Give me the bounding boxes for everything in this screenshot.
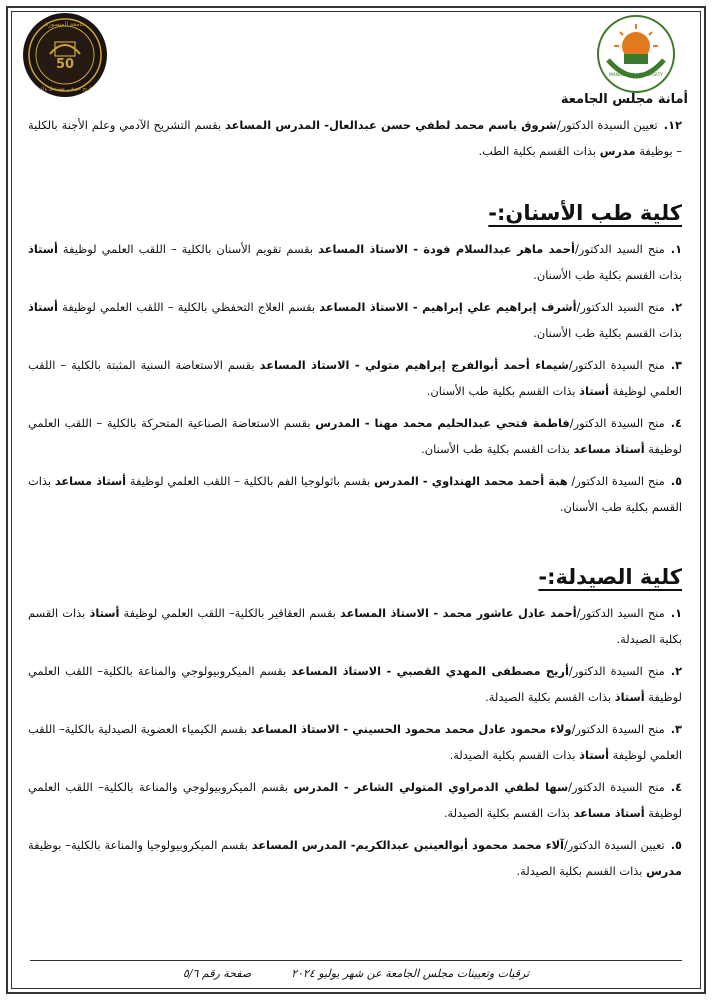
university-seal-logo <box>596 14 676 94</box>
seal-years: 50 <box>55 57 75 72</box>
item-12-section <box>28 112 682 170</box>
page-footer <box>30 960 682 980</box>
section-title: كلية الصيدلة:- <box>538 565 682 589</box>
footer-title: ترقيات وتعيينات مجلس الجامعة عن شهر يوليو ٢٠٢٤ <box>291 967 530 980</box>
list-item: ٢.منح السيدة الدكتور/أريج مصطفى المهدي القصبي - الاستاذ المساعد بقسم الميكروبيولوجي والمناعة بالكلية– اللقب العلمي لوظيفة أستاذ بذات القسم بكلية الصيدلة. <box>28 664 683 704</box>
list-item: ٤.منح السيدة الدكتور/سها لطفي الدمراوي المتولي الشاعر - المدرس بقسم الميكروبيولوجي والمناعة بالكلية– اللقب العلمي لوظيفة أستاذ مساعد بذات القسم بكلية الصيدلة. <box>28 780 683 820</box>
list-item: ٣.منح السيدة الدكتور/شيماء أحمد أبوالفرج إبراهيم متولي - الاستاذ المساعد بقسم الاستعاضة السنية المثبتة بالكلية – اللقب العلمي لوظيفة أستاذ بذات القسم بكلية طب الأسنان. <box>28 358 682 398</box>
list-item: ٥.تعيين السيدة الدكتور/آلاء محمد محمود أبوالعينين عبدالكريم- المدرس المساعد بقسم الميكروبيولوجيا والمناعة بالكلية– بوظيفة مدرس بذات القسم بكلية الصيدلة. <box>28 838 682 878</box>
page-number: صفحة رقم ٥/٦ <box>182 967 252 980</box>
council-secretariat-heading: أمانة مجلس الجامعة <box>560 92 688 107</box>
list-item: ١.منح السيد الدكتور/أحمد ماهر عبدالسلام فودة - الاستاذ المساعد بقسم تقويم الأسنان بالكلية – اللقب العلمي لوظيفة أستاذ بذات القسم بكلية طب الأسنان. <box>28 242 683 282</box>
section-title: كلية طب الأسنان:- <box>488 201 682 225</box>
seal-title: جامعة المنصورة <box>45 21 85 28</box>
list-item: ١٢.تعيين السيدة الدكتور/شروق باسم محمد لطفي حسن عبدالعال- المدرس المساعد بقسم التشريح الآدمي وعلم الأجنة بالكلية – بوظيفة مدرس بذات القسم بكلية الطب. <box>28 118 682 158</box>
anniversary-seal-logo <box>22 12 108 98</box>
list-item: ٢.منح السيد الدكتور/أشرف إبراهيم علي إبراهيم - الاستاذ المساعد بقسم العلاج التحفظي بالكلية – اللقب العلمي لوظيفة أستاذ بذات القسم بكلية طب الأسنان. <box>28 300 683 340</box>
dentistry-section <box>28 198 682 526</box>
list-item: ٣.منح السيدة الدكتور/ولاء محمود عادل محمد محمود الحسيني - الاستاذ المساعد بقسم الكيمياء العضوية الصيدلية بالكلية– اللقب العلمي لوظيفة أستاذ بذات القسم بكلية الصيدلة. <box>28 722 682 762</box>
seal-english-name: MANSOURA UNIVERSITY <box>608 73 664 78</box>
list-item: ٤.منح السيدة الدكتور/فاطمة فتحي عبدالحليم محمد مهنا - المدرس بقسم الاستعاضة الصناعية المتحركة بالكلية – اللقب العلمي لوظيفة أستاذ مساعد بذات القسم بكلية طب الأسنان. <box>28 416 682 456</box>
pharmacy-section <box>28 562 682 890</box>
list-item: ٥.منح السيدة الدكتور/ هبة أحمد محمد الهنداوي - المدرس بقسم باثولوجيا الفم بالكلية – اللقب العلمي لوظيفة أستاذ مساعد بذات القسم بكلية طب الأسنان. <box>28 474 683 514</box>
seal-motto: تاريخ عريق.. مستقبل واعد <box>37 86 93 92</box>
list-item: ١.منح السيد الدكتور/أحمد عادل عاشور محمد - الاستاذ المساعد بقسم العقاقير بالكلية– اللقب العلمي لوظيفة أستاذ بذات القسم بكلية الصيدلة. <box>28 606 683 646</box>
